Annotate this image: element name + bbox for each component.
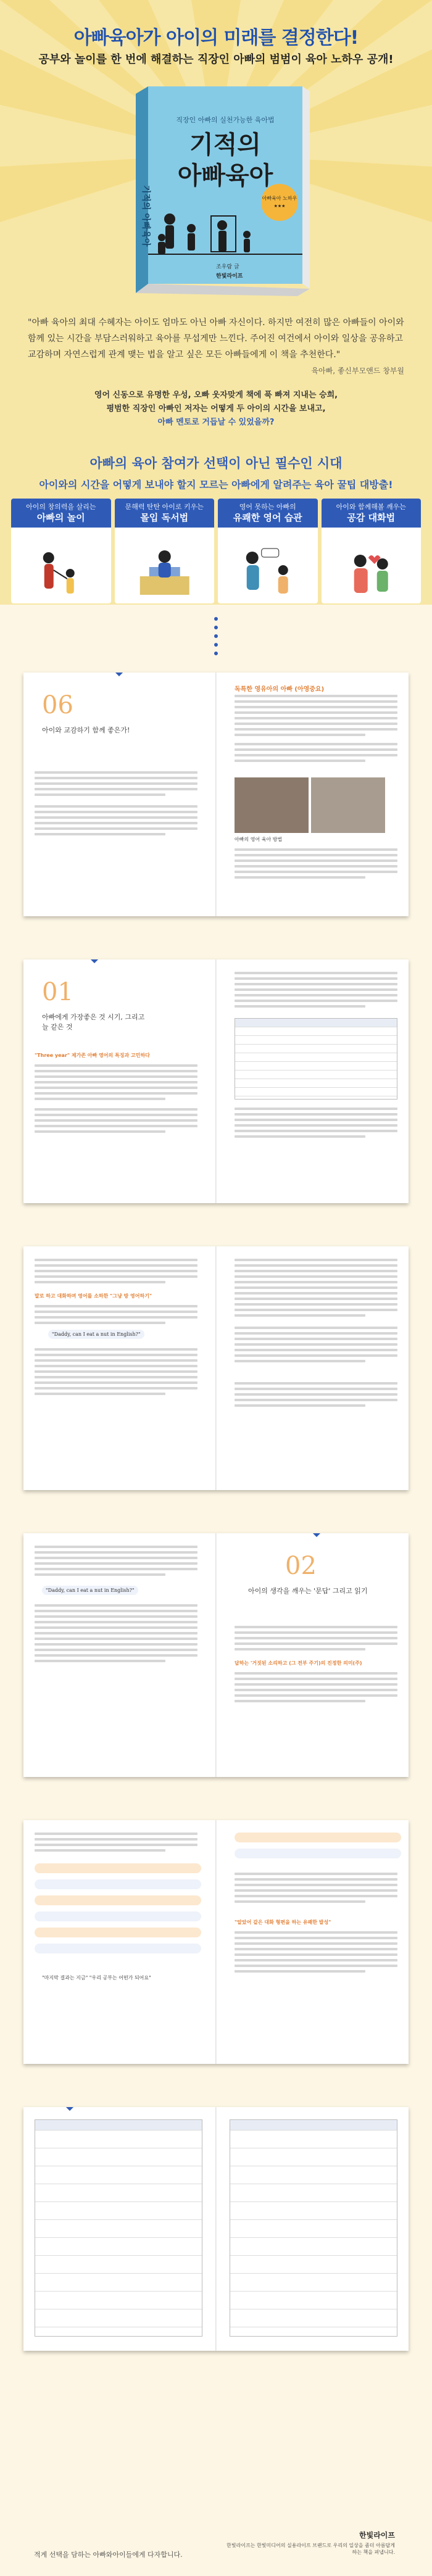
lead-copy xyxy=(0,453,432,491)
feature-card-play xyxy=(11,499,111,603)
card-small-label: 영어 못하는 아빠의 xyxy=(239,503,296,511)
section-heading: 답하는 '거짓된 소리하고 (그 전부 주기)의 진정한 의미(주) xyxy=(235,1660,362,1666)
blurb-line-2: 평범한 직장인 아빠인 저자는 어떻게 두 아이의 시간을 보내고, xyxy=(106,404,326,413)
quote-text: "아빠 육아의 최대 수혜자는 아이도 엄마도 아닌 아빠 자신이다. 하지만 여전히 많은 아빠들이 아이와 함께 있는 시간을 부담스러워하고 육아를 무섭게만 느낀다. 주어진 여건에서 아이와 일상을 공유하고 교감하며 자연스럽게 관계 맺는 법을 알고 싶은 모든 아빠들에게 이 책을 추천한다." xyxy=(28,318,404,360)
card-big-label: 공감 대화법 xyxy=(347,512,396,523)
chapter-handwritten-title: 아빠에게 가장좋은 것 시기, 그리고 늘 같은 것 xyxy=(42,1013,145,1031)
section-heading: "알았어 같은 대화 형편을 하는 유쾌한 발성" xyxy=(235,1920,331,1925)
book-blurb xyxy=(49,389,383,429)
page-subtitle: 공부와 놀이를 한 번에 해결하는 직장인 아빠의 범범이 육아 노하우 공개! xyxy=(38,53,394,66)
dialogue-caption: "마지막 결과는 지금" "우리 공부는 어떤가 되어요" xyxy=(42,1975,151,1981)
feature-cards xyxy=(11,499,421,603)
book-spine-text: 기적의 아빠육아 xyxy=(141,185,151,247)
book-spread-6 xyxy=(23,2107,409,2351)
publisher-brand: 한빛라이프 xyxy=(359,2531,395,2540)
card-small-label: 문해력 탄탄 아이로 키우는 xyxy=(125,503,204,511)
photo-dad-and-child xyxy=(235,777,309,833)
chapter-number: 01 xyxy=(42,978,73,1006)
card-small-label: 아이의 창의력을 살리는 xyxy=(26,503,96,511)
closing-text: 적게 선택을 담하는 아빠와아이들에게 다자합니다. xyxy=(34,2551,183,2559)
dialogue-bubble: "Daddy, can I eat a nut in English?" xyxy=(48,1330,144,1339)
dad-child-walking-illustration xyxy=(11,539,111,601)
feature-card-reading xyxy=(115,499,215,603)
book-spread-4 xyxy=(23,1533,409,1777)
book-title-line1: 기적의 xyxy=(189,131,261,159)
book-spread-2 xyxy=(23,959,409,1203)
book-spread-5 xyxy=(23,1820,409,2064)
hero-section xyxy=(0,0,432,605)
card-big-label: 유쾌한 영어 습관 xyxy=(233,512,302,523)
section-heading: "Three year" 제가존 아빠 영어의 특징과 고민하다 xyxy=(35,1053,150,1058)
family-hug-illustration xyxy=(322,539,422,601)
book-tagline: 직장인 아빠의 실천가능한 육아법 xyxy=(176,116,275,124)
dialogue-bubble: "Daddy, can I eat a nut in English?" xyxy=(42,1586,138,1595)
card-small-label: 아이와 함께해볼 깨우는 xyxy=(336,503,406,511)
book-spread-1 xyxy=(23,673,409,916)
photo-caption: 아빠의 영어 육아 방법 xyxy=(235,837,283,842)
card-big-label: 몰입 독서법 xyxy=(140,512,189,523)
publisher-block xyxy=(222,2530,395,2556)
parent-child-talking-illustration xyxy=(218,539,318,601)
card-big-label: 아빠의 놀이 xyxy=(36,512,85,523)
svg-text:★★★: ★★★ xyxy=(273,204,286,209)
publisher-tagline: 한빛라이프는 한빛미디어의 실용라이프 브랜드로 우리의 일상을 좀더 아름답게 하는 책을 펴냅니다. xyxy=(226,2543,395,2555)
book-badge: 아빠육아 노하우 xyxy=(262,196,297,201)
section-heading: 독특한 영유아의 아빠 (아영중요) xyxy=(235,686,325,693)
lead-line-2: 아이와의 시간을 어떻게 보내야 할지 모르는 아빠에게 알려주는 육아 꿀팁 대방출! xyxy=(39,479,393,491)
child-reading-illustration xyxy=(115,539,215,601)
chapter-handwritten-title: 아이의 생각을 깨우는 '문답' 그리고 읽기 xyxy=(248,1587,368,1595)
photo-child-reading xyxy=(311,777,385,833)
quote-attribution: 육아빠, 좋신부모앤드 창부월 xyxy=(311,367,404,375)
book-cover-3d xyxy=(93,86,333,296)
section-heading: 말로 하고 대화하며 영어를 소하한 "그냥 방 영어하기" xyxy=(35,1293,152,1299)
book-publisher-logo: 한빛라이프 xyxy=(216,273,243,280)
info-table xyxy=(235,1018,397,1100)
schedule-table-left xyxy=(35,2119,202,2337)
section-divider-dots xyxy=(214,617,218,660)
page-title: 아빠육아가 아이의 미래를 결정한다! xyxy=(73,27,359,49)
endorsement-quote xyxy=(28,315,404,379)
chapter-number: 02 xyxy=(285,1552,317,1580)
book-author: 조우람 글 xyxy=(216,264,239,270)
dialogue-list xyxy=(35,1863,201,1960)
book-spread-3 xyxy=(23,1246,409,1490)
feature-card-english xyxy=(218,499,318,603)
chapter-handwritten-title: 아이와 교감하기 함께 좋은가! xyxy=(42,726,130,734)
blurb-line-1: 영어 신동으로 유명한 우성, 오빠 웃자맞게 책에 푹 빠져 지내는 승희, xyxy=(94,391,338,400)
blurb-line-3: 아빠 멘토로 거듭날 수 있었을까? xyxy=(157,418,275,427)
lead-line-1: 아빠의 육아 참여가 선택이 아닌 필수인 시대 xyxy=(89,456,343,471)
chapter-number: 06 xyxy=(42,691,73,719)
schedule-table-right xyxy=(230,2119,397,2337)
book-title-line2: 아빠육아 xyxy=(177,162,273,190)
feature-card-dialogue xyxy=(322,499,422,603)
